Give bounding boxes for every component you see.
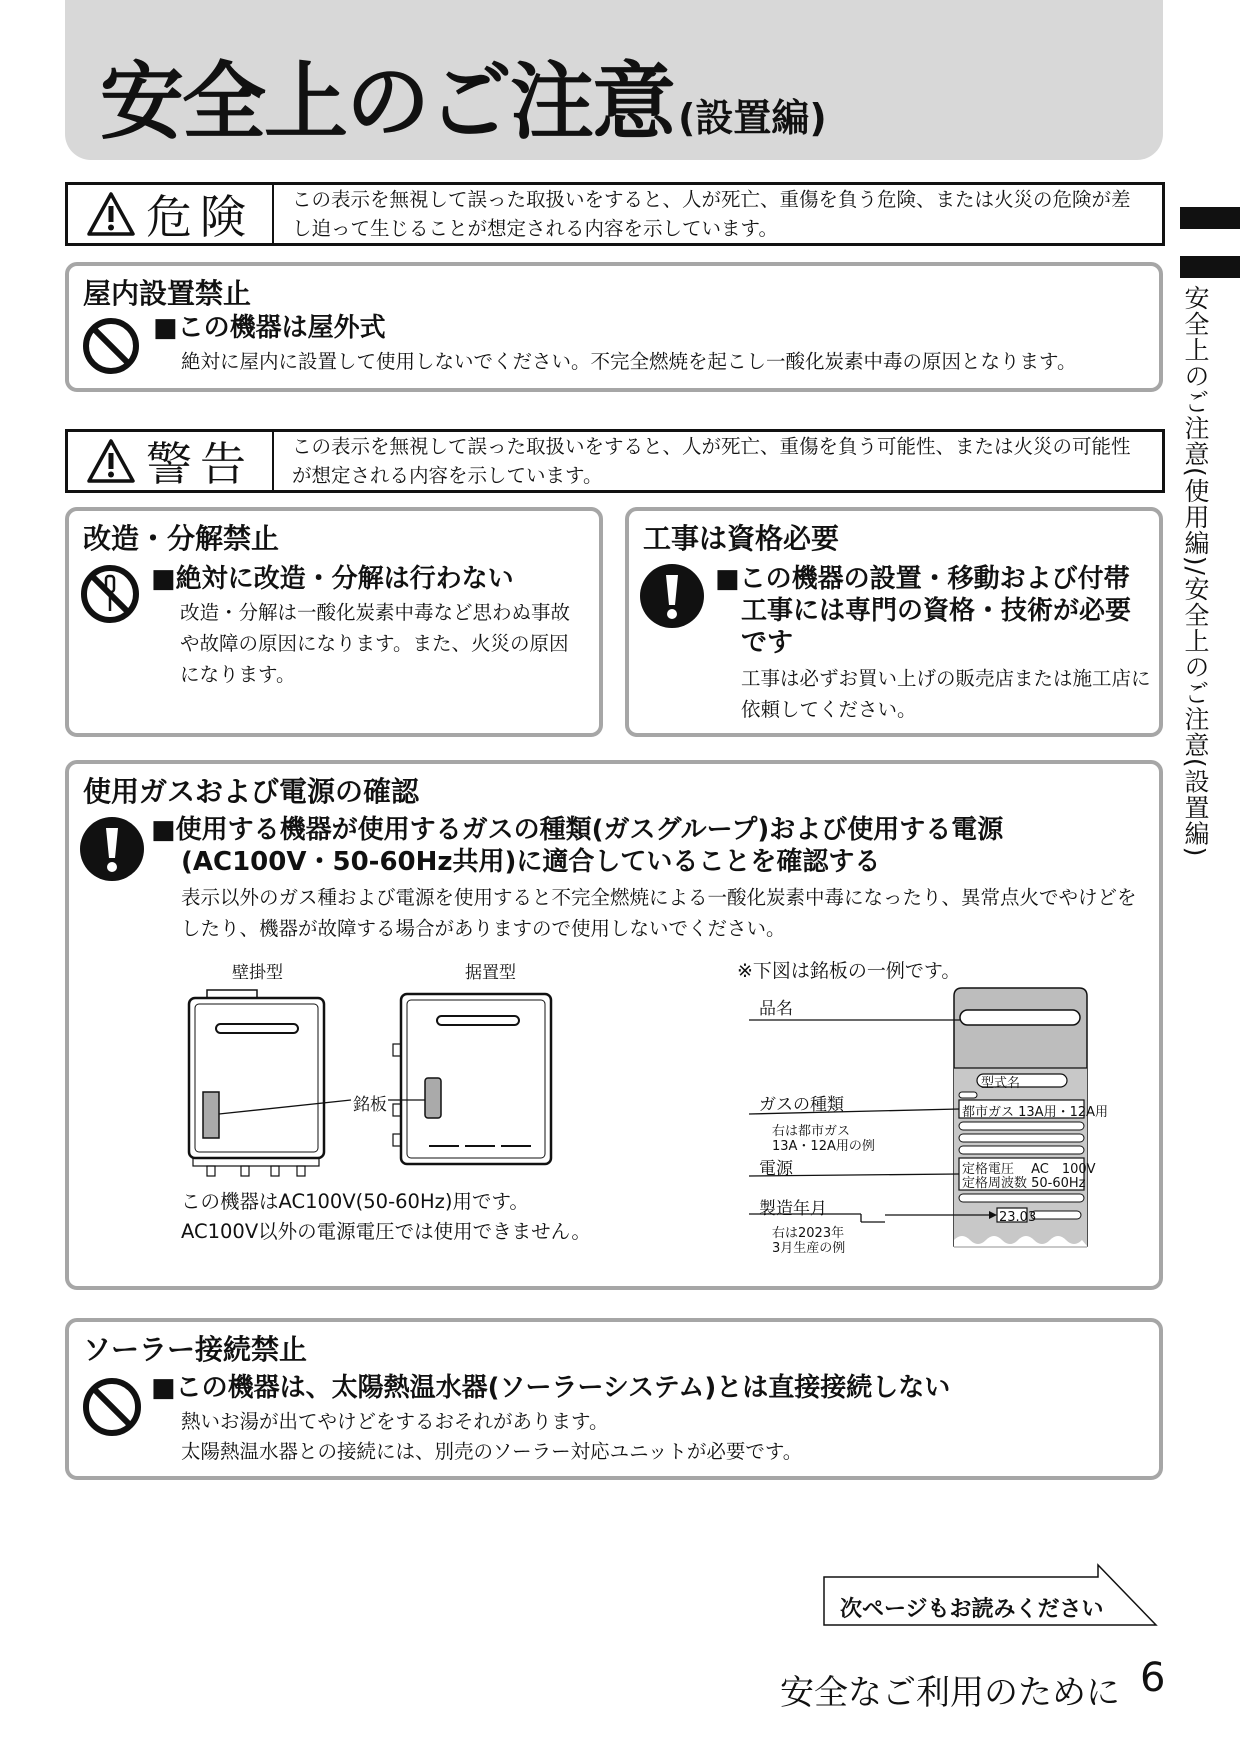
danger-word-label: 危険 (146, 190, 254, 244)
next-page-label: 次ページもお読みください (840, 1597, 1104, 1622)
floor-standing-heater-icon (393, 994, 551, 1164)
plate-power-line-1: 定格電圧 AC 100V (962, 1162, 1096, 1177)
danger-description: この表示を無視して誤った取扱いをすると、人が死亡、重傷を負う危険、または火災の危険が差し迫って生じることが想定される内容を示しています。 (292, 188, 1131, 240)
license-required-box (625, 507, 1163, 737)
mandatory-exclamation-icon (639, 563, 705, 629)
plate-caption: ※下図は銘板の一例です。 (737, 960, 961, 982)
plate-product-label: 品名 (759, 999, 793, 1019)
solar-body-2: 太陽熱温水器との接続には、別売のソーラー対応ユニットが必要です。 (181, 1440, 803, 1463)
gas-body: 表示以外のガス種および電源を使用すると不完全燃焼による一酸化炭素中毒になったり、異常点火でやけどをしたり、機器が故障する場合がありますので使用しないでください。 (181, 886, 1137, 940)
appliance-figures (179, 984, 649, 1184)
plate-gas-note-1: 右は都市ガス (772, 1124, 851, 1139)
page-title-sub: (設置編) (678, 96, 827, 140)
fig-floor-label: 据置型 (465, 963, 516, 983)
license-lead-2: 工事には専門の資格・技術が必要 (741, 596, 1132, 626)
plate-gas-value: 都市ガス 13A用・12A用 (962, 1105, 1109, 1120)
prohibition-icon (81, 1376, 143, 1438)
plate-date-note-2: 3月生産の例 (772, 1241, 846, 1256)
side-tab-bar-2 (1180, 256, 1240, 278)
modify-lead: ■絶対に改造・分解は行わない (151, 564, 514, 594)
mandatory-exclamation-icon (79, 816, 145, 882)
danger-signal-bar (65, 182, 1165, 246)
modify-body: 改造・分解は一酸化炭素中毒など思わぬ事故や故障の原因になります。また、火災の原因になります。 (180, 601, 571, 686)
plate-power-label: 電源 (759, 1159, 793, 1179)
indoor-lead: ■この機器は屋外式 (153, 313, 386, 343)
wall-mounted-heater-icon (189, 990, 324, 1176)
warning-word (68, 432, 274, 490)
fig-plate-label: 銘板 (352, 1090, 388, 1115)
plate-date-label: 製造年月 (759, 1199, 827, 1219)
footer-section-title: 安全なご利用のために (780, 1673, 1120, 1713)
modify-prohibit-box (65, 507, 603, 737)
side-tab-text: 安全上のご注意(使用編)/安全上のご注意(設置編) (1181, 285, 1210, 858)
plate-gas-label: ガスの種類 (759, 1095, 844, 1115)
solar-heading: ソーラー接続禁止 (83, 1333, 308, 1366)
indoor-body: 絶対に屋内に設置して使用しないでください。不完全燃焼を起こし一酸化炭素中毒の原因となります。 (181, 350, 1077, 373)
plate-date-value: 23.03 (999, 1210, 1037, 1225)
warning-description: この表示を無視して誤った取扱いをすると、人が死亡、重傷を負う可能性、または火災の可能性が想定される内容を示しています。 (292, 435, 1131, 487)
warning-triangle-icon (86, 191, 136, 237)
gas-lead-1: ■使用する機器が使用するガスの種類(ガスグループ)および使用する電源 (151, 815, 1004, 845)
prohibition-icon (81, 316, 141, 376)
modify-heading: 改造・分解禁止 (83, 522, 280, 555)
fig-wall-label: 壁掛型 (232, 963, 283, 983)
page-title (100, 53, 827, 151)
license-heading: 工事は資格必要 (643, 522, 840, 555)
solar-body-1: 熱いお湯が出てやけどをするおそれがあります。 (181, 1410, 609, 1433)
license-lead-3: です (741, 628, 794, 658)
side-tab-bar-1 (1180, 207, 1240, 229)
plate-gas-note-2: 13A・12A用の例 (772, 1139, 875, 1154)
gas-lead-2: (AC100V・50-60Hz共用)に適合していることを確認する (181, 847, 881, 877)
plate-model: 型式名 (981, 1076, 1021, 1091)
license-body: 工事は必ずお買い上げの販売店または施工店に依頼してください。 (741, 667, 1151, 721)
indoor-prohibit-box (65, 262, 1163, 392)
page-title-main: 安全上のご注意 (100, 53, 675, 151)
gas-note-2: AC100V以外の電源電圧では使用できません。 (181, 1220, 591, 1243)
danger-word (68, 185, 274, 243)
plate-date-note-1: 右は2023年 (772, 1226, 845, 1241)
gas-heading: 使用ガスおよび電源の確認 (83, 775, 420, 808)
indoor-heading: 屋内設置禁止 (83, 277, 252, 310)
solar-prohibit-box (65, 1318, 1163, 1480)
solar-lead: ■この機器は、太陽熱温水器(ソーラーシステム)とは直接接続しない (151, 1373, 951, 1403)
warning-triangle-icon (86, 438, 136, 484)
gas-note-1: この機器はAC100V(50-60Hz)用です。 (181, 1190, 529, 1213)
warning-signal-bar (65, 429, 1165, 493)
page-number: 6 (1140, 1655, 1166, 1701)
license-lead-1: ■この機器の設置・移動および付帯 (715, 564, 1130, 594)
plate-power-line-2: 定格周波数 50-60Hz (962, 1176, 1086, 1191)
warning-word-label: 警告 (146, 437, 254, 491)
no-disassembly-icon (79, 563, 141, 625)
gas-power-box (65, 760, 1163, 1290)
